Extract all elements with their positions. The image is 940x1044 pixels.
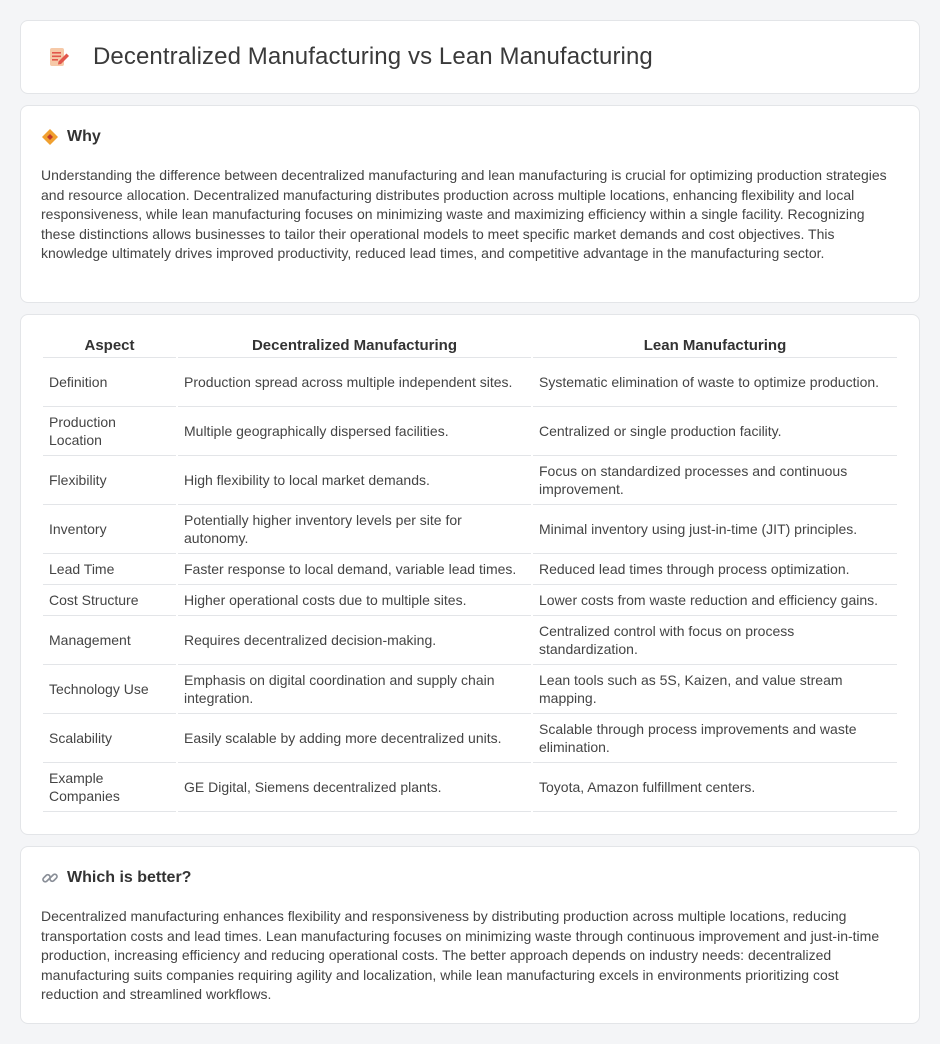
- cell-aspect: Scalability: [43, 714, 176, 763]
- table-row: [43, 407, 897, 456]
- header-lean: Lean Manufacturing: [533, 333, 897, 358]
- cell-lean: Reduced lead times through process optimization.: [533, 554, 897, 585]
- comparison-table-card: [20, 314, 920, 835]
- table-row: [43, 554, 897, 585]
- table-header-row: [43, 333, 897, 358]
- cell-lean: Centralized control with focus on process standardization.: [533, 616, 897, 665]
- document-pencil-icon: [47, 45, 71, 69]
- cell-lean: Lower costs from waste reduction and efficiency gains.: [533, 585, 897, 616]
- cell-aspect: Technology Use: [43, 665, 176, 714]
- cell-decentralized: Requires decentralized decision-making.: [178, 616, 531, 665]
- cell-lean: Toyota, Amazon fulfillment centers.: [533, 763, 897, 812]
- cell-aspect: Production Location: [43, 407, 176, 456]
- table-row: [43, 763, 897, 812]
- cell-aspect: Cost Structure: [43, 585, 176, 616]
- page-title: Decentralized Manufacturing vs Lean Manufacturing: [93, 43, 653, 70]
- table-row: [43, 456, 897, 505]
- better-title: Which is better?: [67, 869, 192, 886]
- cell-lean: Focus on standardized processes and continuous improvement.: [533, 456, 897, 505]
- table-row: [43, 714, 897, 763]
- cell-aspect: Example Companies: [43, 763, 176, 812]
- cell-aspect: Definition: [43, 358, 176, 407]
- which-is-better-section: [20, 846, 920, 1024]
- cell-lean: Minimal inventory using just-in-time (JIT) principles.: [533, 505, 897, 554]
- why-section: [20, 105, 920, 303]
- title-card: [20, 20, 920, 94]
- cell-aspect: Lead Time: [43, 554, 176, 585]
- why-title: Why: [67, 128, 101, 145]
- table-row: [43, 616, 897, 665]
- table-row: [43, 505, 897, 554]
- cell-decentralized: Faster response to local demand, variable lead times.: [178, 554, 531, 585]
- cell-lean: Lean tools such as 5S, Kaizen, and value stream mapping.: [533, 665, 897, 714]
- cell-lean: Systematic elimination of waste to optimize production.: [533, 358, 897, 407]
- cell-lean: Scalable through process improvements and waste elimination.: [533, 714, 897, 763]
- cell-aspect: Management: [43, 616, 176, 665]
- better-text: Decentralized manufacturing enhances flexibility and responsiveness by distributing production across multiple locations, reducing transportation costs and lead times. Lean manufacturing focuses on minimizing waste through continuous improvement and just-in-time production, increasing efficiency and reducing operational costs. The better approach depends on industry needs: decentralized manufacturing suits companies requiring agility and localization, while lean manufacturing excels in environments prioritizing cost reduction and streamlined workflows.: [41, 908, 880, 1002]
- table-row: [43, 585, 897, 616]
- cell-decentralized: GE Digital, Siemens decentralized plants.: [178, 763, 531, 812]
- header-decentralized: Decentralized Manufacturing: [178, 333, 531, 358]
- cell-aspect: Inventory: [43, 505, 176, 554]
- why-text: Understanding the difference between decentralized manufacturing and lean manufacturing is crucial for optimizing production strategies and resource allocation. Decentralized manufacturing distributes production across multiple locations, enhancing flexibility and local responsiveness, while lean manufacturing focuses on minimizing waste and maximizing efficiency within a single facility. Recognizing these distinctions allows businesses to tailor their operational models to meet specific market demands and cost objectives. This knowledge ultimately drives improved productivity, reduced lead times, and competitive advantage in the manufacturing sector.: [41, 167, 887, 261]
- header-aspect: Aspect: [43, 333, 176, 358]
- cell-decentralized: Potentially higher inventory levels per site for autonomy.: [178, 505, 531, 554]
- diamond-sign-icon: [41, 128, 59, 146]
- link-icon: [41, 869, 59, 887]
- cell-decentralized: Emphasis on digital coordination and supply chain integration.: [178, 665, 531, 714]
- cell-decentralized: Production spread across multiple independent sites.: [178, 358, 531, 407]
- better-header: [41, 869, 899, 887]
- cell-aspect: Flexibility: [43, 456, 176, 505]
- table-row: [43, 665, 897, 714]
- table-row: [43, 358, 897, 407]
- cell-decentralized: Higher operational costs due to multiple sites.: [178, 585, 531, 616]
- comparison-table: [41, 333, 899, 812]
- cell-decentralized: Multiple geographically dispersed facilities.: [178, 407, 531, 456]
- cell-lean: Centralized or single production facility.: [533, 407, 897, 456]
- cell-decentralized: Easily scalable by adding more decentralized units.: [178, 714, 531, 763]
- why-header: [41, 128, 899, 146]
- cell-decentralized: High flexibility to local market demands.: [178, 456, 531, 505]
